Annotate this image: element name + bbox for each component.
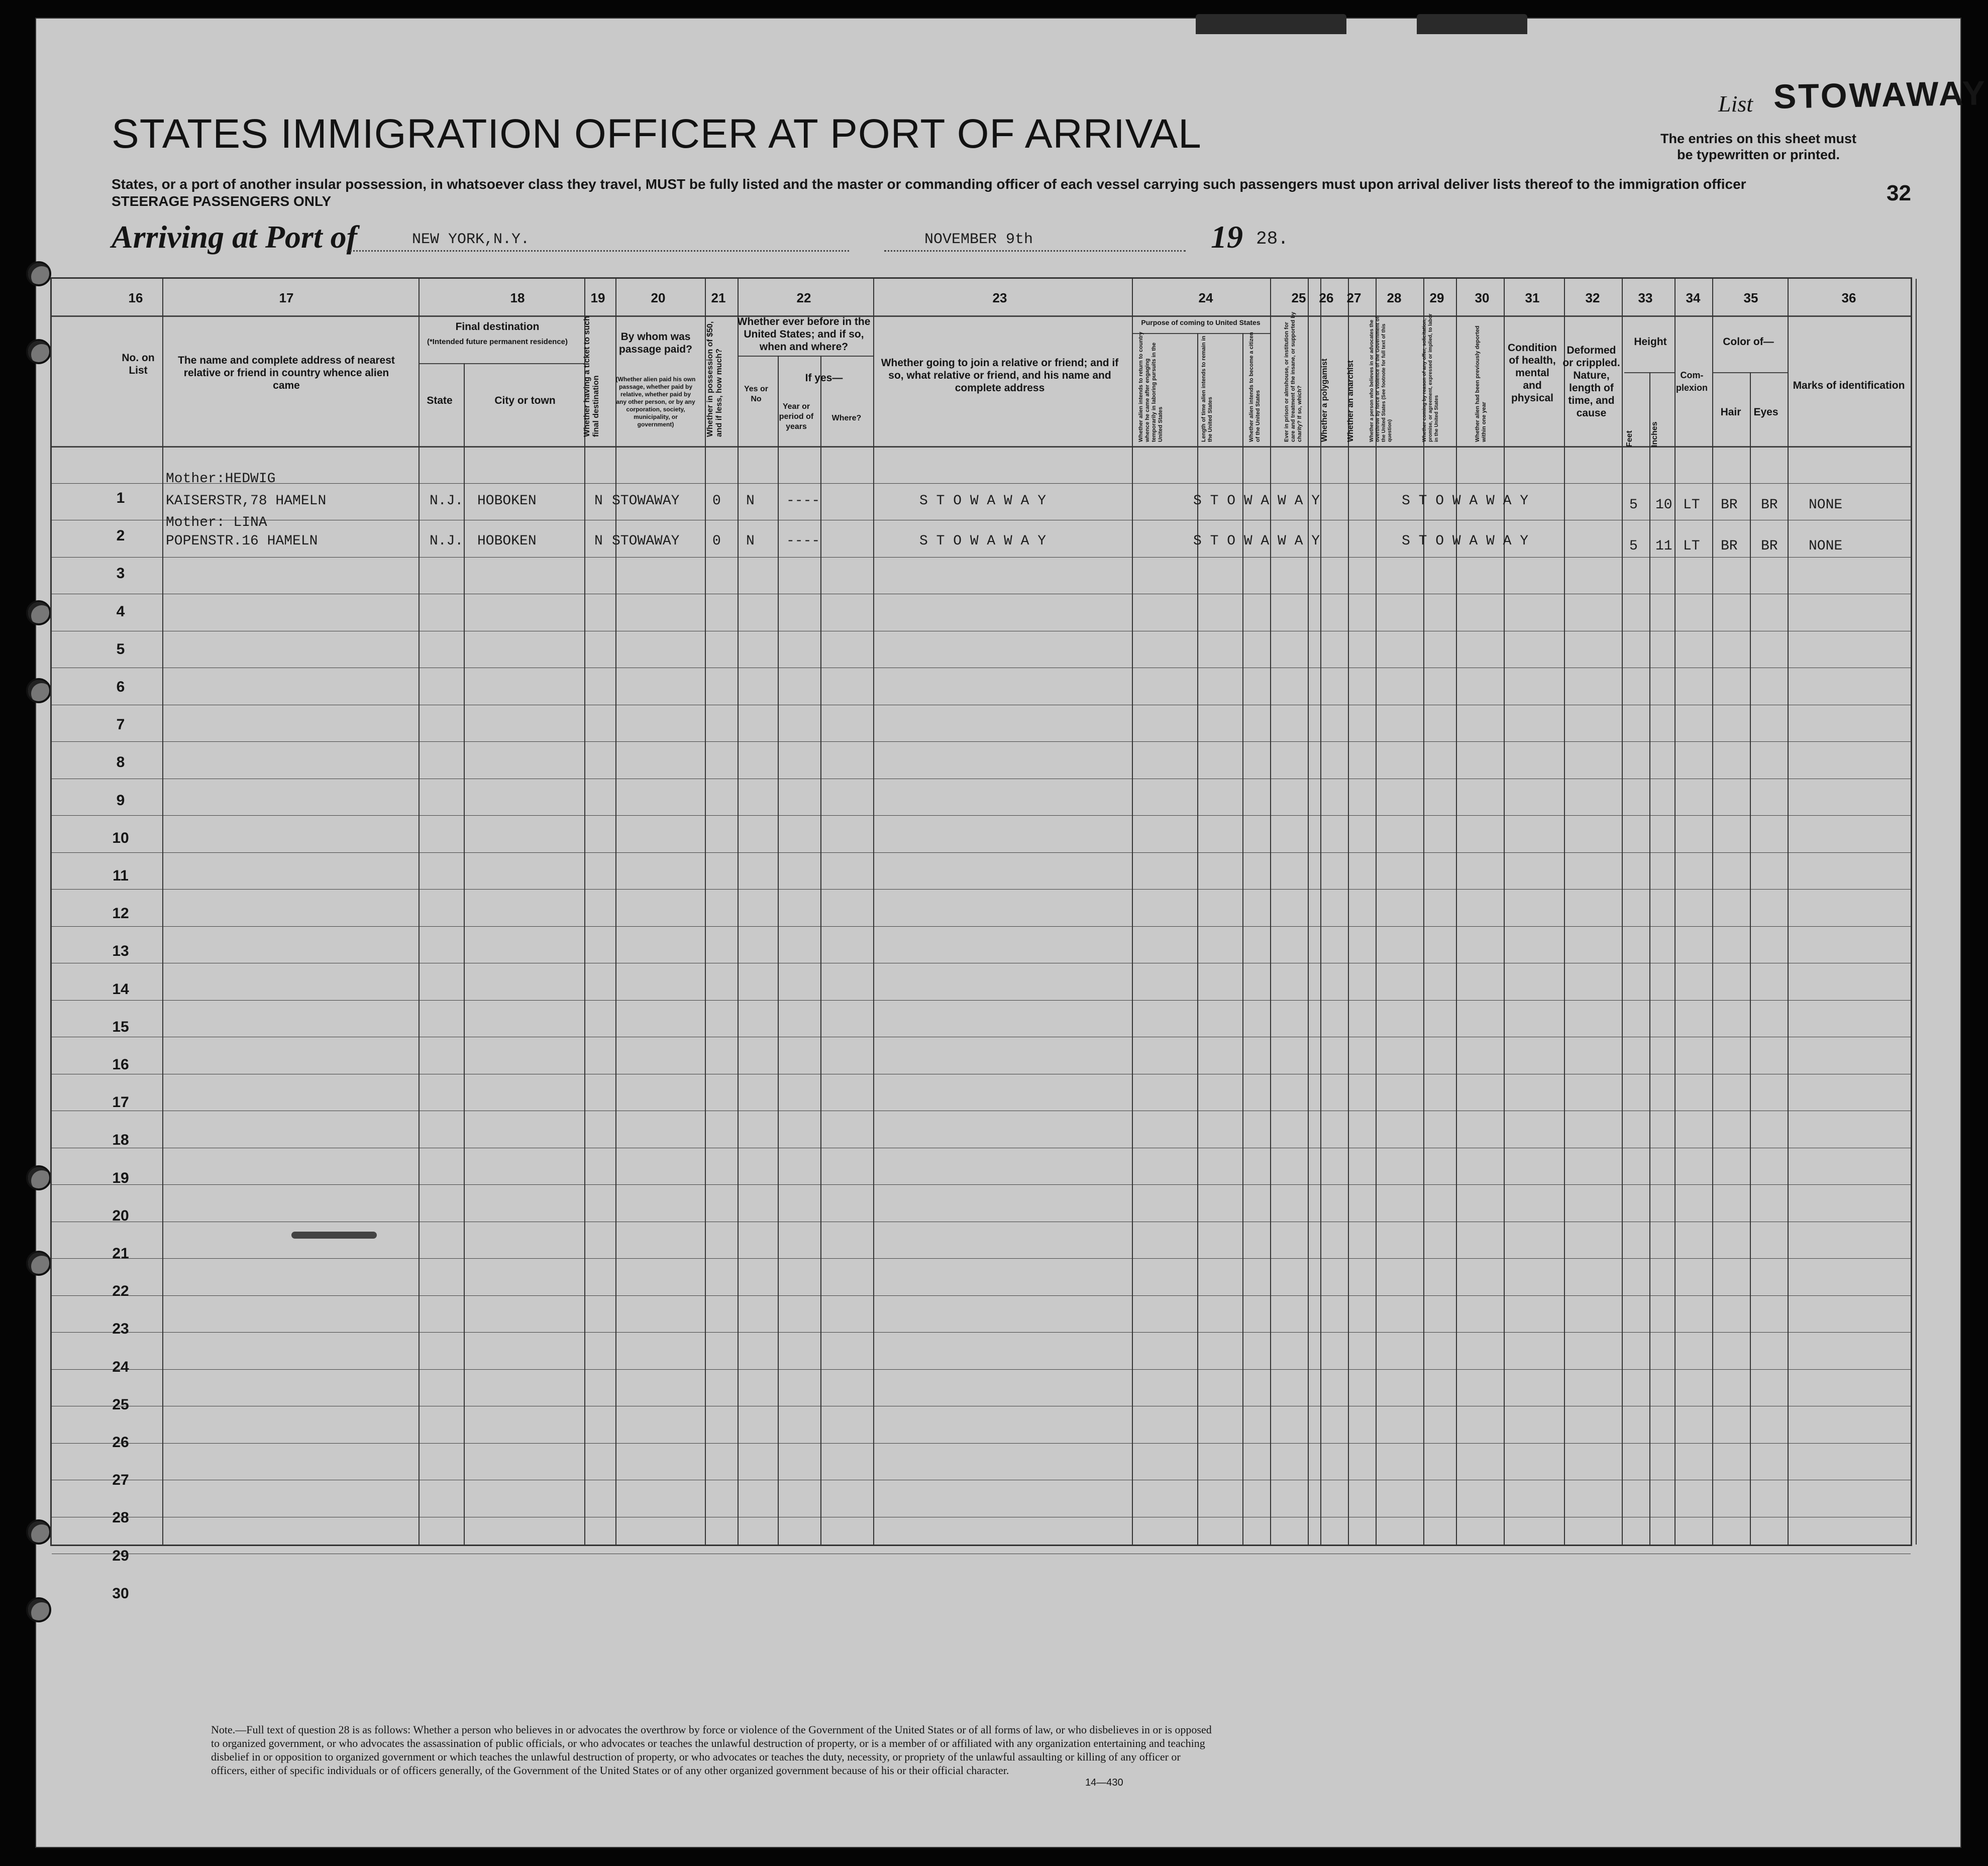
binder-hole	[26, 261, 51, 286]
row-number: 16	[112, 1056, 129, 1073]
grid-rule	[1564, 279, 1565, 1545]
grid-rule	[1712, 279, 1713, 1545]
header-height: Height	[1634, 336, 1667, 348]
manifest-table	[50, 277, 1912, 1546]
grid-rule	[1270, 279, 1271, 1545]
grid-rule	[52, 483, 1911, 484]
row-number: 24	[112, 1358, 129, 1375]
entry-passage: STOWAWAY	[612, 493, 680, 509]
arriving-label: Arriving at Port of	[112, 219, 357, 255]
date-line	[884, 250, 1186, 252]
row-number: 1	[116, 490, 125, 506]
grid-rule	[52, 1184, 1911, 1185]
entry-joining: S T O W A W A Y	[919, 493, 1047, 509]
row-number: 25	[112, 1396, 129, 1413]
header-color: Color of—	[1723, 336, 1774, 348]
entry-complexion: LT	[1683, 538, 1700, 554]
grid-rule	[1242, 333, 1243, 1545]
row-number: 9	[116, 792, 125, 809]
column-number: 33	[1638, 290, 1653, 305]
date-value: NOVEMBER 9th	[924, 231, 1033, 248]
header-final-destination: Final destination	[455, 321, 540, 333]
year-prefix: 19	[1211, 219, 1243, 255]
header-city: City or town	[494, 395, 556, 406]
header-purpose-citizen: Whether alien intends to become a citizen of the United States	[1248, 332, 1261, 442]
grid-rule	[584, 279, 585, 1545]
entry-inches: 11	[1655, 538, 1672, 554]
entry-before-us: N	[746, 493, 755, 509]
intro-line: States, or a port of another insular possession, in whatsoever class they travel, MUST be fully listed and the master or commanding officer of each vessel carrying such passengers must upon arrival deliver lists thereof to the immigration officer	[112, 176, 1746, 192]
entry-questions: S T O W A W A Y	[1402, 533, 1529, 549]
grid-rule	[738, 356, 873, 357]
grid-rule	[464, 363, 465, 1545]
header-passage-note: (Whether alien paid his own passage, whether paid by relative, whether paid by any other person, or by any corporation, society, municipality, or government)	[615, 376, 696, 428]
header-joining: Whether going to join a relative or friend; and if so, what relative or friend, and his name and complete address	[881, 357, 1119, 394]
grid-rule	[52, 1258, 1911, 1259]
row-number: 29	[112, 1547, 129, 1564]
grid-rule	[1132, 279, 1133, 1545]
row-number: 19	[112, 1169, 129, 1186]
entry-ticket: N	[594, 533, 603, 549]
column-number: 16	[128, 290, 143, 305]
header-purpose: Purpose of coming to United States	[1141, 318, 1261, 326]
entry-relative-line2: POPENSTR.16 HAMELN	[166, 533, 318, 549]
list-value: STOWAWAY	[1773, 74, 1987, 116]
entry-eyes: BR	[1761, 538, 1778, 554]
grid-rule	[52, 315, 1911, 317]
column-number: 24	[1198, 290, 1213, 305]
column-number: 23	[992, 290, 1007, 305]
header-eyes: Eyes	[1753, 406, 1778, 418]
column-number: 17	[279, 290, 294, 305]
row-number: 27	[112, 1472, 129, 1489]
row-number: 30	[112, 1585, 129, 1602]
column-number: 32	[1585, 290, 1600, 305]
grid-rule	[738, 279, 739, 1545]
header-marks: Marks of identification	[1793, 380, 1905, 391]
binder-hole	[26, 1251, 51, 1276]
row-number: 28	[112, 1509, 129, 1526]
grid-rule	[52, 815, 1911, 816]
grid-rule	[418, 363, 584, 364]
header-passage: By whom was passage paid?	[619, 331, 692, 355]
binder-hole	[26, 600, 51, 625]
grid-rule	[1348, 279, 1349, 1545]
grid-rule	[1423, 279, 1424, 1545]
header-question-29: Whether coming by reason of any offer, solicitation, promise, or agreement, expressed or implied, to labor in the United States	[1422, 313, 1439, 442]
entry-passage: STOWAWAY	[612, 533, 680, 549]
column-number: 35	[1743, 290, 1758, 305]
grid-rule	[705, 279, 706, 1545]
row-number: 18	[112, 1132, 129, 1149]
row-number: 12	[112, 905, 129, 922]
entry-eyes: BR	[1761, 497, 1778, 513]
entry-purpose: S T O W A W A Y	[1193, 533, 1320, 549]
header-money: Whether in possession of $50, and if less, how much?	[706, 321, 723, 437]
entry-marks: NONE	[1809, 538, 1843, 554]
row-number: 5	[116, 640, 125, 657]
header-deformed: Deformed or crippled. Nature, length of time, and cause	[1562, 345, 1620, 419]
grid-rule	[52, 1000, 1911, 1001]
row-number: 6	[116, 679, 125, 695]
header-yes-no: Yes or No	[744, 385, 769, 403]
header-hair: Hair	[1720, 406, 1741, 418]
entry-purpose: S T O W A W A Y	[1193, 493, 1320, 509]
grid-rule	[52, 889, 1911, 890]
grid-rule	[778, 356, 779, 1545]
header-question-28: Whether a person who believes in or advocates the overthrow by force or violence of the Government of the United States (See footnote for full text of this question)	[1369, 316, 1393, 442]
grid-rule	[52, 1295, 1911, 1296]
grid-rule	[1456, 279, 1457, 1545]
column-number: 25	[1291, 290, 1306, 305]
row-number: 2	[116, 527, 125, 544]
typewritten-rule: The entries on this sheet must be typewritten or printed.	[1660, 131, 1857, 162]
row-number: 8	[116, 754, 125, 771]
column-number: 19	[590, 290, 605, 305]
entry-before-years: ----	[786, 533, 820, 549]
grid-rule	[1649, 372, 1650, 1545]
entry-relative-line1: Mother: LINA	[166, 515, 267, 530]
header-complexion: Com-plexion	[1676, 370, 1708, 393]
entry-city: HOBOKEN	[477, 533, 537, 549]
grid-rule	[52, 926, 1911, 927]
entry-relative-line2: KAISERSTR,78 HAMELN	[166, 493, 327, 509]
intro-text	[112, 176, 1746, 210]
grid-rule	[52, 557, 1911, 558]
sheet-tab	[1417, 14, 1527, 34]
entry-ticket: N	[594, 493, 603, 509]
binder-hole	[26, 1597, 51, 1622]
column-number: 22	[796, 290, 811, 305]
grid-rule	[52, 1443, 1911, 1444]
row-number: 11	[113, 867, 129, 884]
entry-before-years: ----	[786, 493, 820, 509]
row-number: 15	[112, 1018, 129, 1035]
header-inches: Inches	[1650, 421, 1659, 447]
grid-rule	[52, 1332, 1911, 1333]
form-number: 14—430	[1085, 1777, 1123, 1788]
document-title: STATES IMMIGRATION OFFICER AT PORT OF ARRIVAL	[112, 111, 1202, 157]
list-label: List	[1718, 91, 1753, 117]
port-line	[347, 250, 849, 252]
row-number: 14	[112, 980, 129, 998]
entry-money: 0	[712, 493, 721, 509]
row-number: 22	[112, 1283, 129, 1300]
header-if-yes: If yes—	[805, 372, 843, 384]
entry-state: N.J.	[430, 533, 464, 549]
binder-hole	[26, 1519, 51, 1545]
header-polygamist: Whether a polygamist	[1320, 358, 1329, 442]
grid-rule	[1622, 279, 1623, 1545]
grid-rule	[1675, 279, 1676, 1545]
sheet-tab	[1196, 14, 1346, 34]
header-where: Where?	[831, 414, 862, 422]
entry-feet: 5	[1629, 497, 1638, 513]
entry-before-us: N	[746, 533, 755, 549]
entry-city: HOBOKEN	[477, 493, 537, 509]
row-number: 4	[116, 603, 125, 620]
header-list-number: No. on List	[122, 352, 155, 376]
row-number: 13	[112, 943, 129, 960]
row-number: 21	[112, 1245, 129, 1262]
grid-rule	[52, 1369, 1911, 1370]
grid-rule	[1197, 333, 1198, 1545]
steerage-label: STEERAGE PASSENGERS ONLY	[112, 193, 332, 209]
column-number: 27	[1346, 290, 1362, 305]
entry-joining: S T O W A W A Y	[919, 533, 1047, 549]
grid-rule	[1916, 279, 1917, 1545]
column-number: 29	[1429, 290, 1444, 305]
grid-rule	[820, 356, 821, 1545]
header-health: Condition of health, mental and physical	[1508, 342, 1557, 404]
header-deported: Whether alien had been previously deported within one year	[1475, 325, 1487, 442]
entry-money: 0	[712, 533, 721, 549]
ink-smudge	[291, 1232, 377, 1239]
grid-rule	[873, 279, 874, 1545]
entry-questions: S T O W A W A Y	[1402, 493, 1529, 509]
header-prison: Ever in prison or almshouse, or institution for care and treatment of the insane, or supported by charity? If so, which?	[1284, 311, 1303, 442]
column-number: 18	[510, 290, 525, 305]
entry-complexion: LT	[1683, 497, 1700, 513]
row-number: 26	[112, 1434, 129, 1451]
column-number: 26	[1319, 290, 1334, 305]
grid-rule	[1788, 279, 1789, 1545]
grid-rule	[1750, 372, 1751, 1545]
grid-rule	[1376, 279, 1377, 1545]
grid-rule	[52, 852, 1911, 853]
header-purpose-length: Length of time alien intends to remain in the United States	[1201, 336, 1213, 442]
header-feet: Feet	[1625, 430, 1634, 447]
header-purpose-return: Whether alien intends to return to country whence he came after engaging temporarily in laboring pursuits in the United States	[1138, 332, 1164, 442]
header-relative-address: The name and complete address of nearest relative or friend in country whence alien came	[178, 355, 395, 391]
binder-hole	[26, 1165, 51, 1190]
header-anarchist: Whether an anarchist	[1346, 360, 1355, 442]
header-final-destination-note: (*Intended future permanent residence)	[427, 338, 568, 346]
entry-marks: NONE	[1809, 497, 1843, 513]
grid-rule	[418, 279, 420, 1545]
row-number: 7	[116, 716, 125, 733]
header-ticket: Whether having a ticket to such final destination	[583, 316, 600, 437]
year-value: 28.	[1256, 229, 1289, 249]
entry-hair: BR	[1721, 497, 1738, 513]
grid-rule	[162, 279, 163, 1545]
column-number: 28	[1387, 290, 1402, 305]
column-number: 36	[1841, 290, 1856, 305]
footnote: Note.—Full text of question 28 is as follows: Whether a person who believes in or advocates the overthrow by force or violence of the Government of the United States or of all forms of law, or who disbelieves in or is opposed to organized government, or who advocates the assassination of public officials, or who advocates or teaches the unlawful destruction of property, or is a member of or affiliated with any organization entertaining and teaching disbelief in or opposition to organized government or which teaches the unlawful destruction of property, or who advocates or teaches the duty, necessity, or propriety of the unlawful assaulting or killing of any officer or officers, either of specific individuals or of officers generally, of the Government of the United States or of any other organized government because of his or their official character.	[211, 1723, 1212, 1777]
grid-rule	[1320, 279, 1321, 1545]
column-number: 21	[711, 290, 726, 305]
grid-rule	[1504, 279, 1505, 1545]
entry-hair: BR	[1721, 538, 1738, 554]
entry-state: N.J.	[430, 493, 464, 509]
column-number: 20	[651, 290, 666, 305]
entry-relative-line1: Mother:HEDWIG	[166, 471, 276, 487]
column-number: 34	[1686, 290, 1701, 305]
header-year: Year or period of years	[779, 402, 814, 431]
row-number: 10	[112, 829, 129, 846]
entry-inches: 10	[1655, 497, 1672, 513]
entry-feet: 5	[1629, 538, 1638, 554]
page-number: 32	[1887, 181, 1911, 205]
column-number: 31	[1525, 290, 1540, 305]
binder-hole	[26, 678, 51, 703]
row-number: 17	[112, 1094, 129, 1111]
port-value: NEW YORK,N.Y.	[412, 231, 530, 248]
header-before-us: Whether ever before in the United States; and if so, when and where?	[737, 316, 871, 353]
grid-rule	[615, 279, 616, 1545]
row-number: 23	[112, 1321, 129, 1338]
column-number: 30	[1475, 290, 1490, 305]
row-number: 20	[112, 1207, 129, 1224]
binder-hole	[26, 339, 51, 364]
header-state: State	[427, 395, 453, 406]
row-number: 3	[116, 565, 125, 582]
grid-rule	[1308, 279, 1309, 1545]
grid-rule	[52, 741, 1911, 742]
